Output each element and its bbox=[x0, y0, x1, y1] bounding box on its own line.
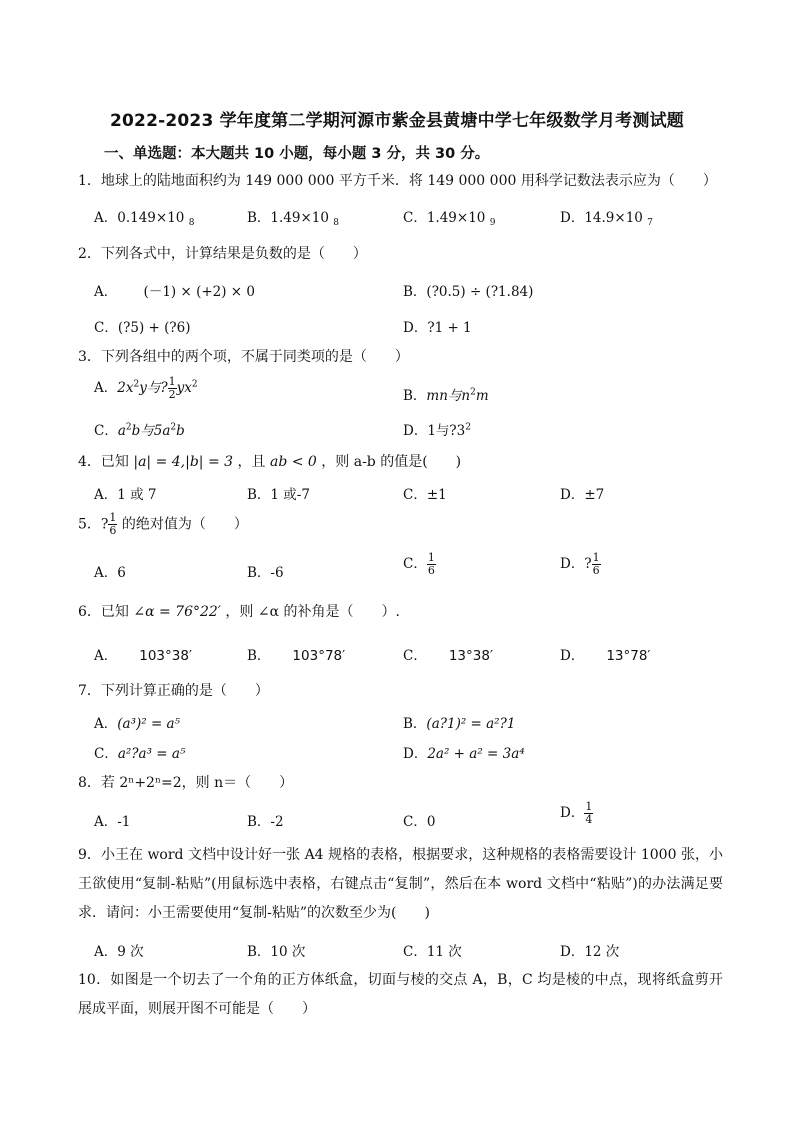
q4-stem-post: ，则 a-b 的值是( ) bbox=[316, 454, 462, 470]
q6-option-b bbox=[247, 644, 345, 664]
q5-option-d bbox=[560, 552, 601, 577]
q3-option-c-exp2: 2 bbox=[170, 422, 177, 433]
q1-option-d-exp: 7 bbox=[647, 218, 653, 228]
q1-option-a-text: A．0.149×10 bbox=[94, 210, 185, 226]
q6-option-a-label: A． bbox=[94, 648, 118, 664]
q2-option-a bbox=[94, 280, 255, 300]
q3-option-c-exp1: 2 bbox=[125, 422, 132, 433]
q2-option-c-label: C． bbox=[94, 320, 118, 336]
q6-option-d bbox=[560, 644, 651, 664]
q6-option-c bbox=[403, 644, 493, 664]
question-5-stem bbox=[78, 512, 248, 537]
q7-option-a-math: (a³)² = a⁵ bbox=[117, 716, 181, 732]
q9-option-a: A．9 次 bbox=[94, 944, 144, 960]
q5-option-d-denominator: 6 bbox=[592, 564, 600, 577]
q3-option-c-post: b bbox=[176, 423, 185, 439]
q6-option-d-label: D． bbox=[560, 648, 585, 664]
q3-option-b bbox=[403, 384, 489, 404]
question-10-stem: 10．如图是一个切去了一个角的正方体纸盒，切面与棱的交点 A，B，C 均是棱的中点，现将纸盒剪开展成平面，则展开图不可能是（ ） bbox=[78, 972, 723, 1017]
question-8-stem: 8．若 2ⁿ+2ⁿ=2，则 n＝（ ） bbox=[78, 775, 294, 791]
q2-option-c-math: (?5) + (?6) bbox=[117, 320, 191, 336]
q2-option-d-math: ?1 + 1 bbox=[427, 320, 472, 336]
q6-option-d-value: 13°78′ bbox=[606, 648, 651, 664]
q3-option-d-text: 1与?3 bbox=[427, 423, 466, 439]
q3-option-c-label: C． bbox=[94, 423, 118, 439]
q2-option-a-label: A． bbox=[94, 284, 118, 300]
q4-option-b: B．1 或-7 bbox=[247, 487, 310, 503]
q2-option-c bbox=[94, 316, 190, 336]
q3-option-a-exp1: 2 bbox=[133, 379, 140, 390]
section-heading: 一、单选题：本大题共 10 小题，每小题 3 分，共 30 分。 bbox=[104, 146, 490, 162]
q3-option-b-label: B． bbox=[403, 388, 427, 404]
q4-option-d: D．±7 bbox=[560, 487, 605, 503]
page-title: 2022-2023 学年度第二学期河源市紫金县黄塘中学七年级数学月考测试题 bbox=[109, 111, 684, 131]
q3-option-a-mid: y与? bbox=[139, 380, 168, 396]
q7-option-b-math: (a?1)² = a²?1 bbox=[426, 716, 516, 732]
q7-option-d-label: D． bbox=[403, 746, 428, 762]
q3-option-b-post: m bbox=[475, 388, 489, 404]
q5-stem-numerator: 1 bbox=[109, 511, 117, 524]
q3-option-a-label: A． bbox=[94, 380, 118, 396]
q1-option-c bbox=[403, 206, 495, 226]
q7-option-b-label: B． bbox=[403, 716, 427, 732]
q4-stem-pre: 4．已知 bbox=[78, 454, 134, 470]
q1-option-d-text: D．14.9×10 bbox=[560, 210, 643, 226]
question-9-stem: 9．小王在 word 文档中设计好一张 A4 规格的表格，根据要求，这种规格的表格需要设计 1000 张，小王欲使用“复制-粘贴”(用鼠标选中表格，右键点击“复制”，然后在本 word 文档中“粘贴”)的办法满足要求．请问：小王需要使用“复制-粘贴”的次数至少为( ) bbox=[78, 847, 723, 921]
q3-option-d-exp: 2 bbox=[465, 422, 471, 433]
question-1-stem: 1．地球上的陆地面积约为 149 000 000 平方千米．将 149 000 000 用科学记数法表示应为（ ） bbox=[78, 173, 717, 189]
q9-option-b: B．10 次 bbox=[247, 944, 306, 960]
q6-option-b-value: 103°78′ bbox=[292, 648, 346, 664]
q8-option-d-denominator: 4 bbox=[585, 813, 593, 826]
q5-option-c-label: C． bbox=[403, 556, 427, 572]
q6-option-a bbox=[94, 644, 192, 664]
q6-stem-angle: ∠α = 76°22′ bbox=[133, 604, 221, 620]
q5-option-c-numerator: 1 bbox=[427, 551, 435, 564]
q3-option-a-term2: yx bbox=[176, 380, 192, 396]
q6-option-a-value: 103°38′ bbox=[139, 648, 193, 664]
q6-option-c-value: 13°38′ bbox=[448, 648, 494, 664]
q3-option-a-exp2: 2 bbox=[191, 379, 198, 390]
q5-option-b: B．-6 bbox=[247, 565, 284, 581]
question-6-stem bbox=[78, 601, 400, 621]
q5-stem-post: 的绝对值为（ ） bbox=[117, 516, 248, 533]
q9-option-d: D．12 次 bbox=[560, 944, 620, 960]
q8-option-d-fraction bbox=[584, 801, 593, 826]
q8-option-c: C．0 bbox=[403, 814, 436, 830]
q7-option-a-label: A． bbox=[94, 716, 118, 732]
q6-option-c-label: C． bbox=[403, 648, 427, 664]
q3-option-c-mid: b与5a bbox=[131, 423, 171, 439]
q3-option-c bbox=[94, 419, 185, 439]
q3-option-a-term1: 2x bbox=[117, 380, 134, 396]
q4-stem-condition2: ab < 0 bbox=[269, 454, 317, 470]
q3-option-d-label: D． bbox=[403, 423, 428, 439]
q1-option-c-exp: 9 bbox=[489, 218, 496, 228]
q2-option-d-label: D． bbox=[403, 320, 428, 336]
q2-option-a-math: (－1) × (+2) × 0 bbox=[143, 284, 255, 300]
q8-option-b: B．-2 bbox=[247, 814, 284, 830]
q1-option-b bbox=[247, 206, 339, 226]
q8-option-d bbox=[560, 801, 593, 826]
q7-option-d-math: 2a² + a² = 3a⁴ bbox=[427, 746, 525, 762]
question-3-stem: 3．下列各组中的两个项，不属于同类项的是（ ） bbox=[78, 349, 409, 365]
q1-option-d bbox=[560, 206, 653, 226]
q2-option-b bbox=[403, 280, 533, 300]
q7-option-d bbox=[403, 742, 525, 762]
q5-option-c-fraction bbox=[427, 552, 436, 577]
q8-option-d-label: D． bbox=[560, 805, 585, 821]
q2-option-d bbox=[403, 316, 472, 336]
q4-stem-condition: |a| = 4,|b| = 3 bbox=[133, 454, 234, 470]
q3-option-a-fraction bbox=[168, 376, 177, 401]
q5-option-d-label: D．? bbox=[560, 556, 592, 572]
q4-stem-mid: ，且 bbox=[233, 454, 270, 470]
q1-option-a-exp: 8 bbox=[188, 218, 195, 228]
q7-option-b bbox=[403, 712, 515, 732]
q5-option-a: A．6 bbox=[94, 565, 126, 581]
q1-option-c-text: C．1.49×10 bbox=[403, 210, 486, 226]
q1-option-b-exp: 8 bbox=[333, 218, 340, 228]
q3-option-a-numerator: 1 bbox=[168, 375, 176, 388]
q8-option-d-numerator: 1 bbox=[585, 800, 593, 813]
q5-stem-denominator: 6 bbox=[109, 524, 117, 537]
q7-option-c-label: C． bbox=[94, 746, 118, 762]
q5-option-c-denominator: 6 bbox=[427, 564, 435, 577]
q5-option-c bbox=[403, 552, 436, 577]
q3-option-b-text: mn与n bbox=[426, 388, 471, 404]
q7-option-c-math: a²?a³ = a⁵ bbox=[117, 746, 186, 762]
q3-option-a bbox=[94, 376, 198, 401]
q2-option-b-math: (?0.5) ÷ (?1.84) bbox=[426, 284, 534, 300]
q1-option-b-text: B．1.49×10 bbox=[247, 210, 329, 226]
q3-option-b-exp: 2 bbox=[470, 387, 476, 398]
q9-option-c: C．11 次 bbox=[403, 944, 462, 960]
q5-option-d-numerator: 1 bbox=[592, 551, 600, 564]
q5-option-d-fraction bbox=[592, 552, 601, 577]
q8-option-a: A．-1 bbox=[94, 814, 131, 830]
question-4-stem bbox=[78, 451, 461, 471]
q3-option-c-text: a bbox=[117, 423, 126, 439]
q4-option-a: A．1 或 7 bbox=[94, 487, 157, 503]
q7-option-a bbox=[94, 712, 180, 732]
q6-option-b-label: B． bbox=[247, 648, 271, 664]
q4-option-c: C．±1 bbox=[403, 487, 447, 503]
question-2-stem: 2．下列各式中，计算结果是负数的是（ ） bbox=[78, 246, 367, 262]
q6-stem-pre: 6．已知 bbox=[78, 604, 134, 620]
q2-option-b-label: B． bbox=[403, 284, 427, 300]
q6-stem-post: ，则 ∠α 的补角是（ ）. bbox=[220, 604, 400, 620]
q3-option-a-denominator: 2 bbox=[168, 388, 176, 401]
question-7-stem: 7．下列计算正确的是（ ） bbox=[78, 683, 269, 699]
q5-stem-pre: 5．? bbox=[78, 516, 109, 533]
q3-option-d bbox=[403, 419, 471, 439]
q7-option-c bbox=[94, 742, 185, 762]
q1-option-a bbox=[94, 206, 194, 226]
